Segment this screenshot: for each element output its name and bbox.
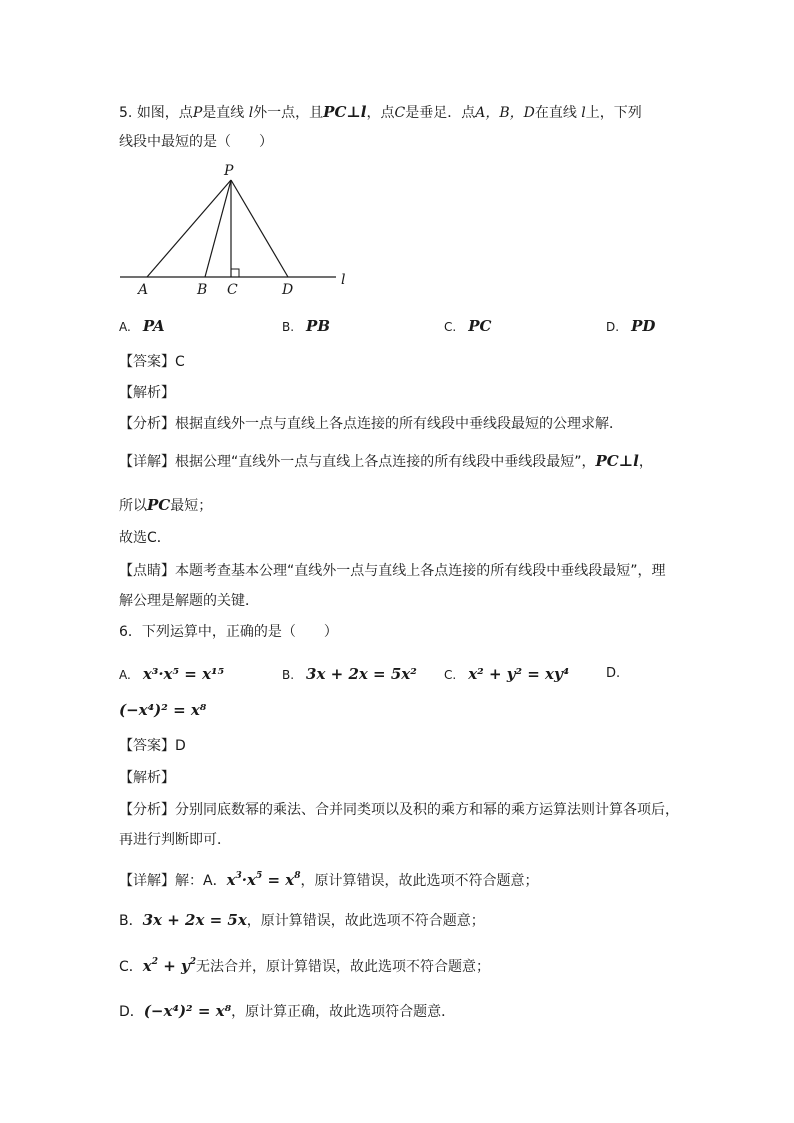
q5-option-b: B. PB [282,317,331,335]
label-l: l [341,272,346,288]
q6-stem: 6．下列运算中，正确的是（ ） [119,624,338,640]
label-A: A [138,282,149,298]
segment-PD [231,180,288,277]
q6-analysis-title: 【解析】 [119,770,175,786]
q5-geometry-figure [110,160,370,300]
label-B: B [197,282,208,298]
q5-xiangjie: 【详解】根据公理“直线外一点与直线上各点连接的所有线段中垂线段最短”，PC⊥l， [119,452,653,470]
q5-option-c: C. PC [444,317,492,335]
q5-analysis-title: 【解析】 [119,385,175,401]
q5-fenxi: 【分析】根据直线外一点与直线上各点连接的所有线段中垂线段最短的公理求解． [119,416,623,432]
q5-stem-line-2: 线段中最短的是（ ） [119,134,273,150]
q5-option-a: A. PA [119,317,165,335]
q5-guxuan: 故选C． [119,530,171,546]
q6-option-b: B. 3x + 2x = 5x² [282,665,417,683]
q6-option-a: A. x³·x⁵ = x¹⁵ [119,665,225,683]
label-C: C [227,282,238,298]
q5-option-d: D. PD [606,317,656,335]
q6-fenxi-2: 再进行判断即可． [119,832,231,848]
q6-xiangjie-b: B．3x + 2x = 5x，原计算错误，故此选项不符合题意； [119,911,485,929]
right-angle-mark [231,269,239,277]
q6-option-c: C. x² + y² = xy⁴ [444,665,570,683]
q6-fenxi-1: 【分析】分别同底数幂的乘法、合并同类项以及积的乘方和幂的乘方运算法则计算各项后， [119,802,679,818]
q6-answer: 【答案】D [119,738,186,754]
expr-b: 3x + 2x = 5x [142,911,247,929]
q6-xiangjie-d: D．(−x⁴)² = x⁸，原计算正确，故此选项符合题意． [119,1002,456,1020]
q6-xiangjie-c: C．$x^2 + y^2$无法合并，原计算错误，故此选项不符合题意； [119,957,490,975]
q5-dianjing-1: 【点睛】本题考查基本公理“直线外一点与直线上各点连接的所有线段中垂线段最短”，理 [119,563,666,579]
expr-a: $x^3\cdot x^5 = x^8$ [226,871,301,889]
perpendicular-condition: PC⊥l [323,103,367,121]
q6-option-d-label: D. [606,666,621,681]
q6-option-d-value: (−x⁴)² = x⁸ [119,701,207,719]
q5-dianjing-2: 解公理是解题的关键． [119,593,259,609]
label-D: D [282,282,294,298]
q6-xiangjie-a: 【详解】解：A．$x^3\cdot x^5 = x^8$，原计算错误，故此选项不符合题意； [119,871,539,889]
expr-c: $x^2 + y^2$ [142,957,196,975]
q5-answer: 【答案】C [119,354,185,370]
label-P: P [224,163,234,179]
q5-suoyi: 所以PC最短； [119,496,213,514]
q5-stem-line-1: 5. 如图，点P是直线 l外一点，且PC⊥l，点C是垂足．点A，B，D在直线 l上，下列 [119,103,642,121]
